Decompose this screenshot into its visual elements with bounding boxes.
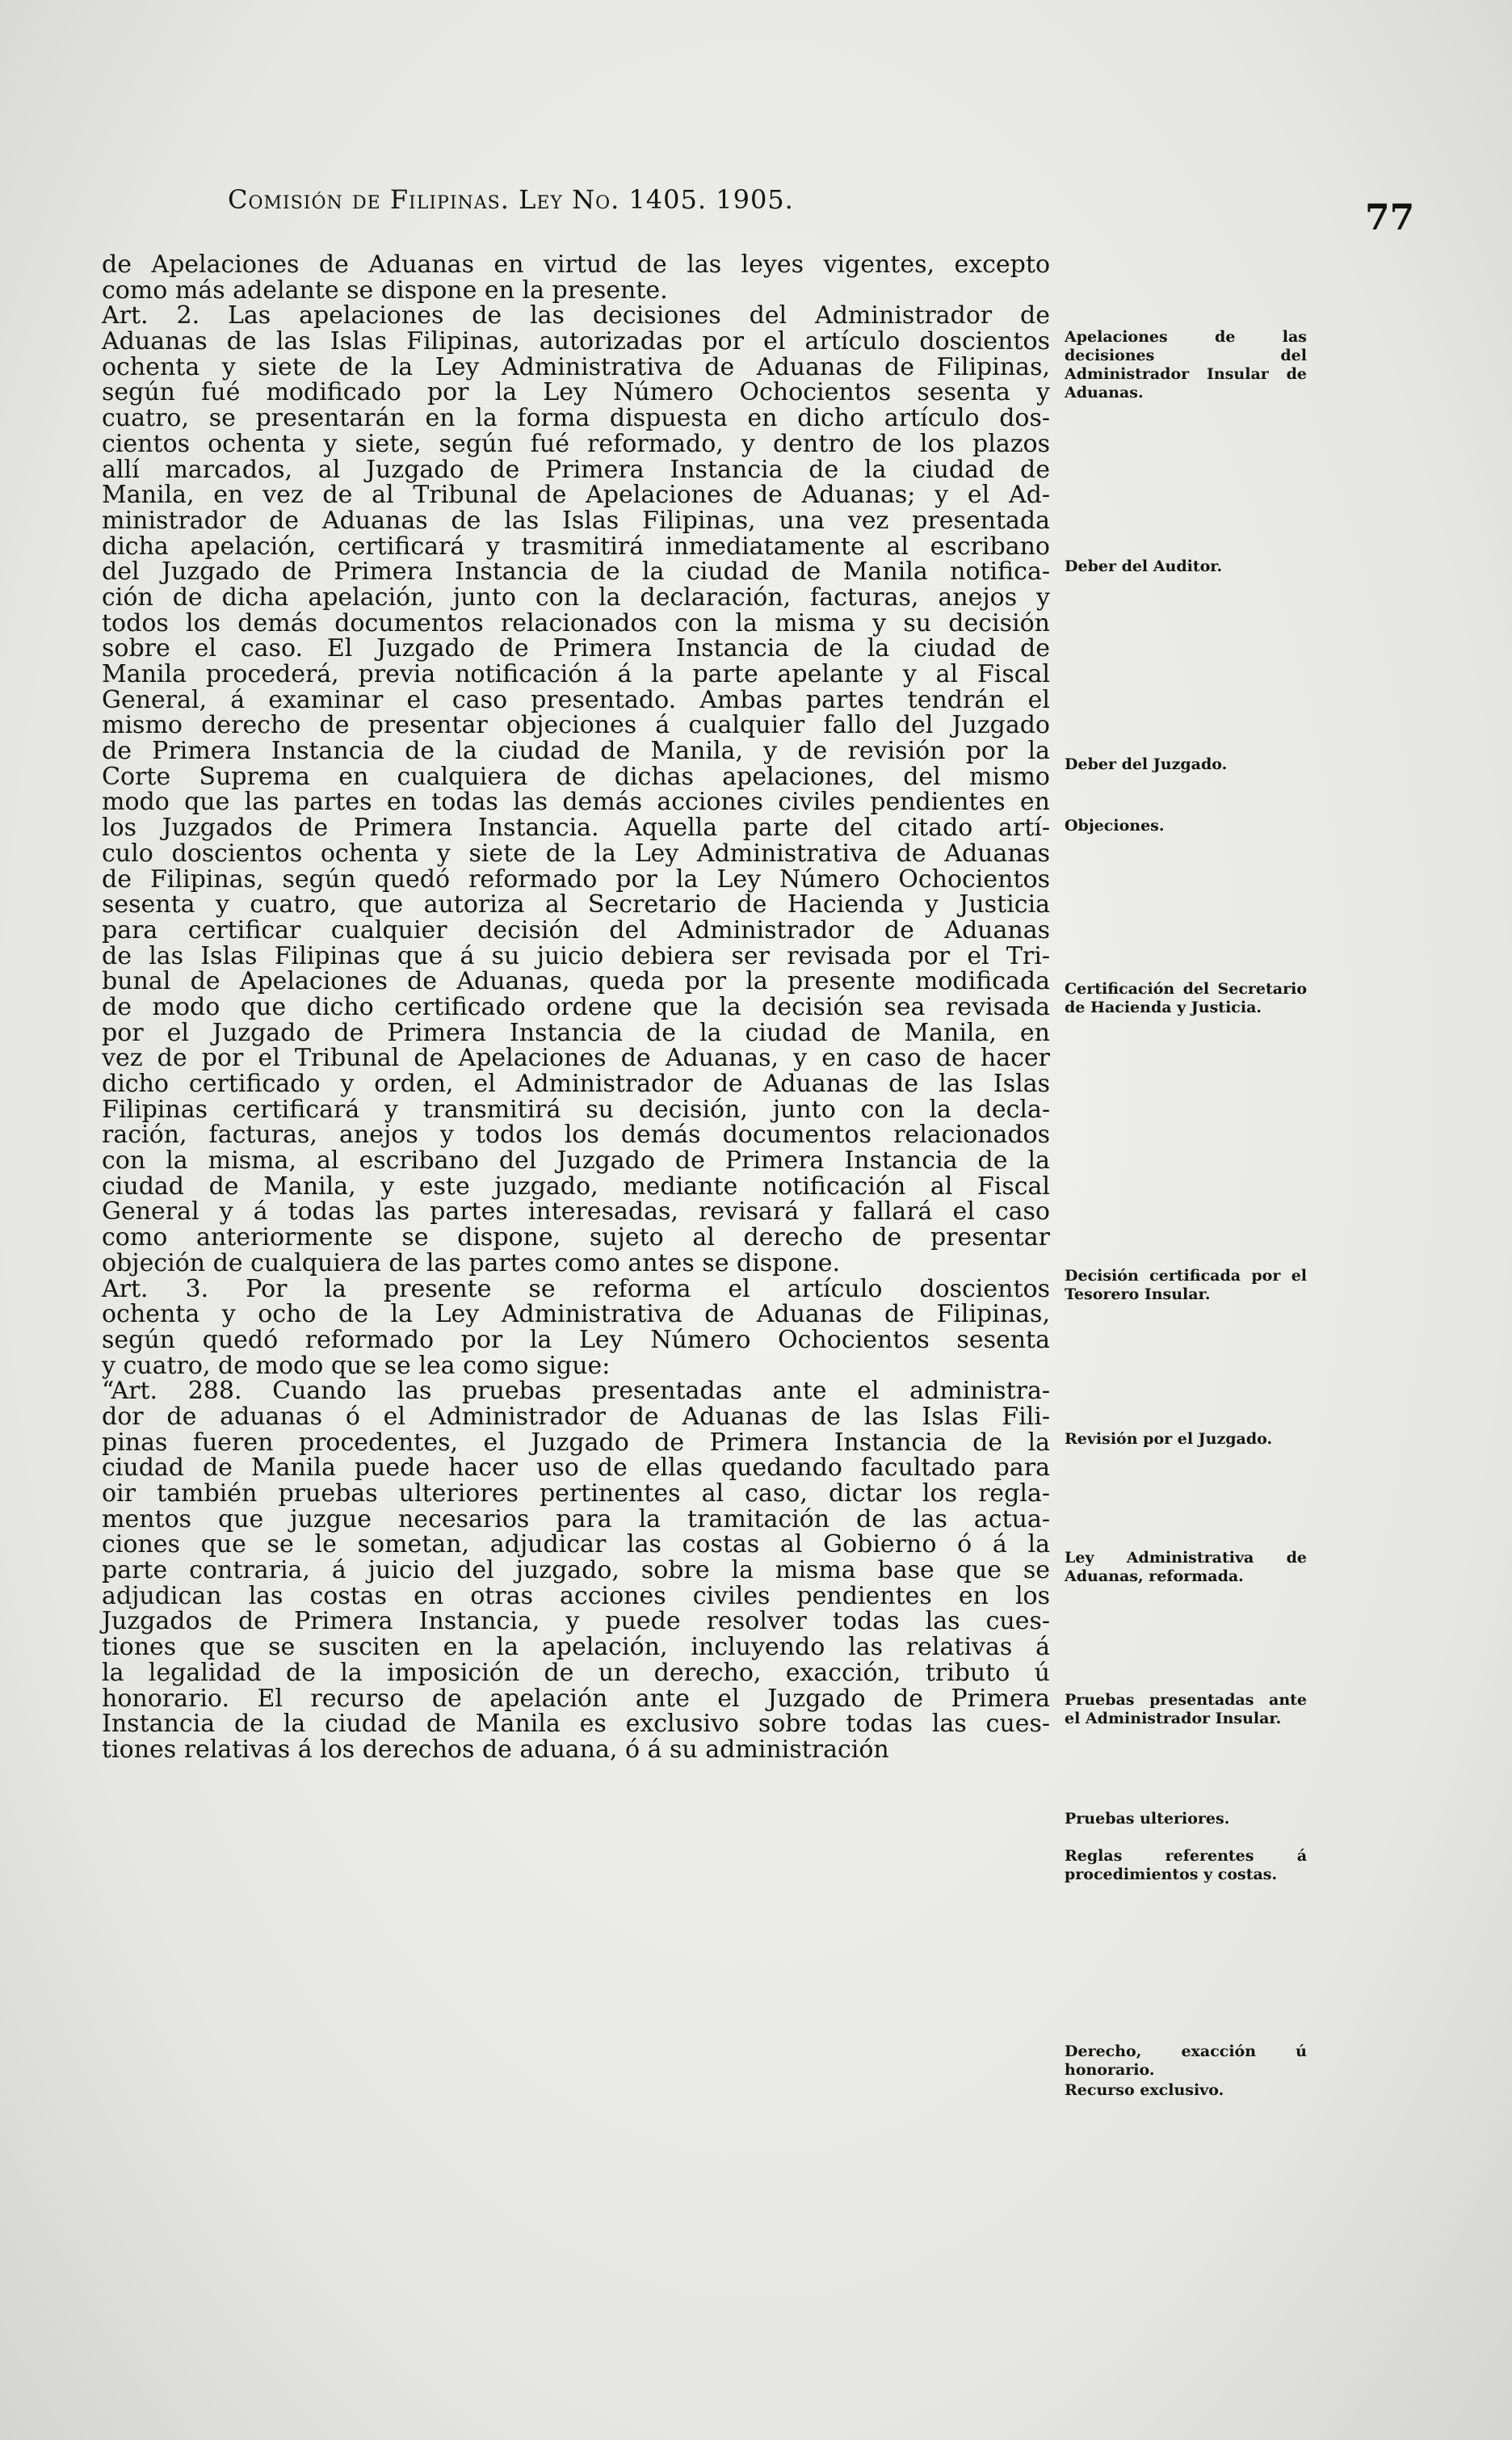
- body-line: General y á todas las partes interesadas, revisará y fallará el caso: [102, 1197, 1050, 1226]
- body-line: de Filipinas, según quedó reformado por la Ley Número Ochocientos: [102, 865, 1050, 894]
- body-line: con la misma, al escribano del Juzgado de Primera Instancia de la: [102, 1146, 1050, 1176]
- body-line: del Juzgado de Primera Instancia de la ciudad de Manila notifica-: [102, 557, 1050, 587]
- body-line: Corte Suprema en cualquiera de dichas apelaciones, del mismo: [102, 762, 1050, 791]
- margin-note: Certificación del Secretario de Hacienda y Justicia.: [1065, 980, 1307, 1016]
- margin-note: Decisión certificada por el Tesorero Insular.: [1065, 1267, 1307, 1303]
- body-line: General, á examinar el caso presentado. Ambas partes tendrán el: [102, 685, 1050, 714]
- body-line: de Apelaciones de Aduanas en virtud de las leyes vigentes, excepto: [102, 250, 1050, 279]
- body-line: ciones que se le sometan, adjudicar las costas al Gobierno ó á la: [102, 1530, 1050, 1559]
- margin-note: Objeciones.: [1065, 817, 1165, 835]
- body-line: dicho certificado y orden, el Administrador de Aduanas de las Islas: [102, 1070, 1050, 1098]
- body-line: mismo derecho de presentar objeciones á cualquier fallo del Juzgado: [102, 711, 1050, 740]
- margin-note: Reglas referentes á procedimientos y costas.: [1065, 1847, 1307, 1883]
- body-line: honorario. El recurso de apelación ante el Juzgado de Primera: [102, 1684, 1050, 1713]
- body-line: dicha apelación, certificará y trasmitirá inmediatamente al escribano: [102, 532, 1050, 561]
- body-line: de modo que dicho certificado ordene que la decisión sea revisada: [102, 992, 1050, 1021]
- body-line: la legalidad de la imposición de un derecho, exacción, tributo ú: [102, 1658, 1050, 1687]
- margin-note: Pruebas presentadas ante el Administrador Insular.: [1065, 1691, 1307, 1727]
- body-line: cuatro, se presentarán en la forma dispuesta en dicho artículo dos-: [102, 404, 1050, 433]
- body-line: “Art. 288. Cuando las pruebas presentadas ante el administra-: [102, 1377, 1050, 1406]
- body-line: pinas fueren procedentes, el Juzgado de Primera Instancia de la: [102, 1428, 1050, 1457]
- body-line: cientos ochenta y siete, según fué reformado, y dentro de los plazos: [102, 429, 1050, 458]
- body-line: Manila, en vez de al Tribunal de Apelaciones de Aduanas; y el Ad-: [102, 481, 1050, 510]
- body-line: allí marcados, al Juzgado de Primera Instancia de la ciudad de: [102, 455, 1050, 484]
- body-line: y cuatro, de modo que se lea como sigue:: [102, 1351, 611, 1380]
- body-line: mentos que juzgue necesarios para la tramitación de las actua-: [102, 1504, 1050, 1533]
- body-line: todos los demás documentos relacionados con la misma y su decisión: [102, 608, 1050, 637]
- body-line: Manila procederá, previa notificación á la parte apelante y al Fiscal: [102, 660, 1050, 688]
- body-line: Juzgados de Primera Instancia, y puede resolver todas las cues-: [102, 1607, 1050, 1636]
- body-line: sesenta y cuatro, que autoriza al Secretario de Hacienda y Justicia: [102, 890, 1050, 919]
- body-line: ración, facturas, anejos y todos los demás documentos relacionados: [102, 1121, 1050, 1150]
- body-line: Art. 2. Las apelaciones de las decisiones del Administrador de: [102, 301, 1050, 330]
- body-line: sobre el caso. El Juzgado de Primera Instancia de la ciudad de: [102, 634, 1050, 663]
- body-line: vez de por el Tribunal de Apelaciones de Aduanas, y en caso de hacer: [102, 1044, 1050, 1073]
- body-line: según fué modificado por la Ley Número Ochocientos sesenta y: [102, 378, 1050, 407]
- body-line: bunal de Apelaciones de Aduanas, queda por la presente modificada: [102, 967, 1050, 996]
- body-line: ministrador de Aduanas de las Islas Filipinas, una vez presentada: [102, 506, 1050, 535]
- body-line: ochenta y ocho de la Ley Administrativa de Aduanas de Filipinas,: [102, 1300, 1050, 1329]
- body-line: Art. 3. Por la presente se reforma el artículo doscientos: [102, 1274, 1050, 1303]
- body-line: según quedó reformado por la Ley Número Ochocientos sesenta: [102, 1325, 1050, 1354]
- body-line: parte contraria, á juicio del juzgado, sobre la misma base que se: [102, 1556, 1050, 1585]
- margin-note: Apelaciones de las decisiones del Administrador Insular de Aduanas.: [1065, 328, 1307, 402]
- margin-note: Deber del Auditor.: [1065, 557, 1223, 575]
- margin-note: Derecho, exacción ú honorario.: [1065, 2042, 1307, 2079]
- margin-note: Recurso exclusivo.: [1065, 2081, 1224, 2099]
- body-line: culo doscientos ochenta y siete de la Ley Administrativa de Aduanas: [102, 839, 1050, 868]
- body-line: modo que las partes en todas las demás acciones civiles pendientes en: [102, 788, 1050, 817]
- body-line: dor de aduanas ó el Administrador de Aduanas de las Islas Fili-: [102, 1402, 1050, 1431]
- body-line: de las Islas Filipinas que á su juicio debiera ser revisada por el Tri-: [102, 941, 1050, 970]
- body-line: ción de dicha apelación, junto con la declaración, facturas, anejos y: [102, 583, 1050, 612]
- body-line: como más adelante se dispone en la presente.: [102, 276, 668, 305]
- margin-note: Pruebas ulteriores.: [1065, 1810, 1230, 1828]
- body-line: de Primera Instancia de la ciudad de Manila, y de revisión por la: [102, 737, 1050, 766]
- body-line: objeción de cualquiera de las partes como antes se dispone.: [102, 1248, 841, 1277]
- running-head: Comisión de Filipinas. Ley No. 1405. 1905.: [228, 184, 794, 215]
- body-line: para certificar cualquier decisión del Administrador de Aduanas: [102, 915, 1050, 944]
- body-line: ciudad de Manila puede hacer uso de ellas quedando facultado para: [102, 1453, 1050, 1483]
- body-line: por el Juzgado de Primera Instancia de la ciudad de Manila, en: [102, 1018, 1050, 1047]
- body-line: ciudad de Manila, y este juzgado, mediante notificación al Fiscal: [102, 1172, 1050, 1201]
- body-line: Filipinas certificará y transmitirá su decisión, junto con la decla-: [102, 1095, 1050, 1124]
- body-line: tiones que se susciten en la apelación, incluyendo las relativas á: [102, 1633, 1050, 1662]
- body-line: como anteriormente se dispone, sujeto al derecho de presentar: [102, 1223, 1050, 1252]
- body-line: ochenta y siete de la Ley Administrativa de Aduanas de Filipinas,: [102, 352, 1050, 381]
- margin-note: Ley Administrativa de Aduanas, reformada.: [1065, 1549, 1307, 1585]
- margin-note: Deber del Juzgado.: [1065, 755, 1228, 773]
- body-line: Instancia de la ciudad de Manila es exclusivo sobre todas las cues-: [102, 1710, 1050, 1739]
- body-text: [102, 252, 1050, 1763]
- page-number: 77: [1365, 197, 1415, 238]
- body-line: adjudican las costas en otras acciones civiles pendientes en los: [102, 1581, 1050, 1610]
- body-line: tiones relativas á los derechos de aduana, ó á su administración: [102, 1735, 889, 1764]
- body-line: Aduanas de las Islas Filipinas, autorizadas por el artículo doscientos: [102, 327, 1050, 356]
- body-line: los Juzgados de Primera Instancia. Aquella parte del citado artí-: [102, 814, 1050, 843]
- body-line: oir también pruebas ulteriores pertinentes al caso, dictar los regla-: [102, 1479, 1050, 1508]
- margin-note: Revisión por el Juzgado.: [1065, 1430, 1273, 1448]
